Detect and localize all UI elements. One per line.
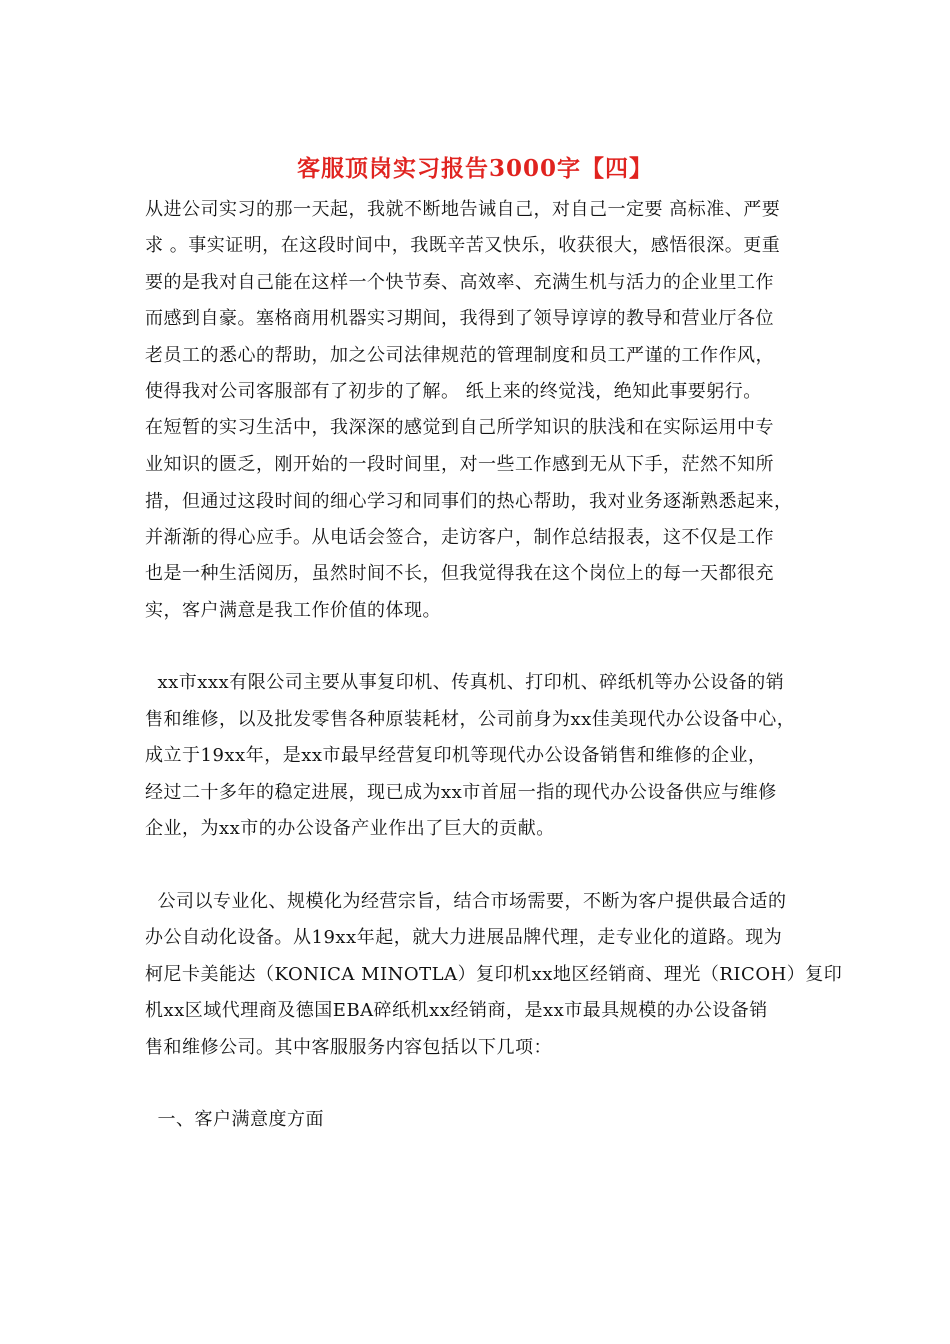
document-title: 客服顶岗实习报告3000字【四】 [296, 155, 653, 182]
body-line: 实，客户满意是我工作价值的体现。 [145, 600, 441, 621]
body-line: 公司以专业化、规模化为经营宗旨，结合市场需要，不断为客户提供最合适的 [145, 891, 787, 912]
body-line: 售和维修公司。其中客服服务内容包括以下几项： [145, 1037, 552, 1058]
body-line: 求 。事实证明，在这段时间中，我既辛苦又快乐，收获很大，感悟很深。更重 [145, 235, 781, 256]
body-line: 售和维修，以及批发零售各种原装耗材，公司前身为xx佳美现代办公设备中心， [145, 709, 796, 730]
section-heading: 一、客户满意度方面 [145, 1109, 324, 1130]
body-line: 使得我对公司客服部有了初步的了解。 纸上来的终觉浅，绝知此事要躬行。 [145, 381, 762, 402]
body-line: 办公自动化设备。从19xx年起，就大力进展品牌代理，走专业化的道路。现为 [145, 927, 783, 948]
body-line: 经过二十多年的稳定进展，现已成为xx市首屈一指的现代办公设备供应与维修 [145, 782, 777, 803]
body-line: 在短暂的实习生活中，我深深的感觉到自己所学知识的肤浅和在实际运用中专 [145, 417, 774, 438]
body-line: 柯尼卡美能达（KONICA MINOTLA）复印机xx地区经销商、理光（RICOH）复印 [145, 964, 843, 985]
body-line: 成立于19xx年，是xx市最早经营复印机等现代办公设备销售和维修的企业， [145, 745, 767, 766]
body-line: 并渐渐的得心应手。从电话会签合，走访客户，制作总结报表，这不仅是工作 [145, 527, 774, 548]
body-line: 企业，为xx市的办公设备产业作出了巨大的贡献。 [145, 818, 555, 839]
body-line: 也是一种生活阅历，虽然时间不长，但我觉得我在这个岗位上的每一天都很充 [145, 563, 774, 584]
body-line: xx市xxx有限公司主要从事复印机、传真机、打印机、碎纸机等办公设备的销 [145, 672, 785, 693]
body-line: 业知识的匮乏，刚开始的一段时间里，对一些工作感到无从下手，茫然不知所 [145, 454, 774, 475]
body-line: 机xx区域代理商及德国EBA碎纸机xx经销商，是xx市最具规模的办公设备销 [145, 1000, 768, 1021]
body-line: 措，但通过这段时间的细心学习和同事们的热心帮助，我对业务逐渐熟悉起来， [145, 491, 793, 512]
body-line: 而感到自豪。塞格商用机器实习期间，我得到了领导谆谆的教导和营业厅各位 [145, 308, 774, 329]
body-line: 要的是我对自己能在这样一个快节奏、高效率、充满生机与活力的企业里工作 [145, 272, 774, 293]
body-line: 老员工的悉心的帮助，加之公司法律规范的管理制度和员工严谨的工作作风， [145, 345, 774, 366]
body-line: 从进公司实习的那一天起，我就不断地告诫自己，对自己一定要 高标准、严要 [145, 199, 781, 220]
